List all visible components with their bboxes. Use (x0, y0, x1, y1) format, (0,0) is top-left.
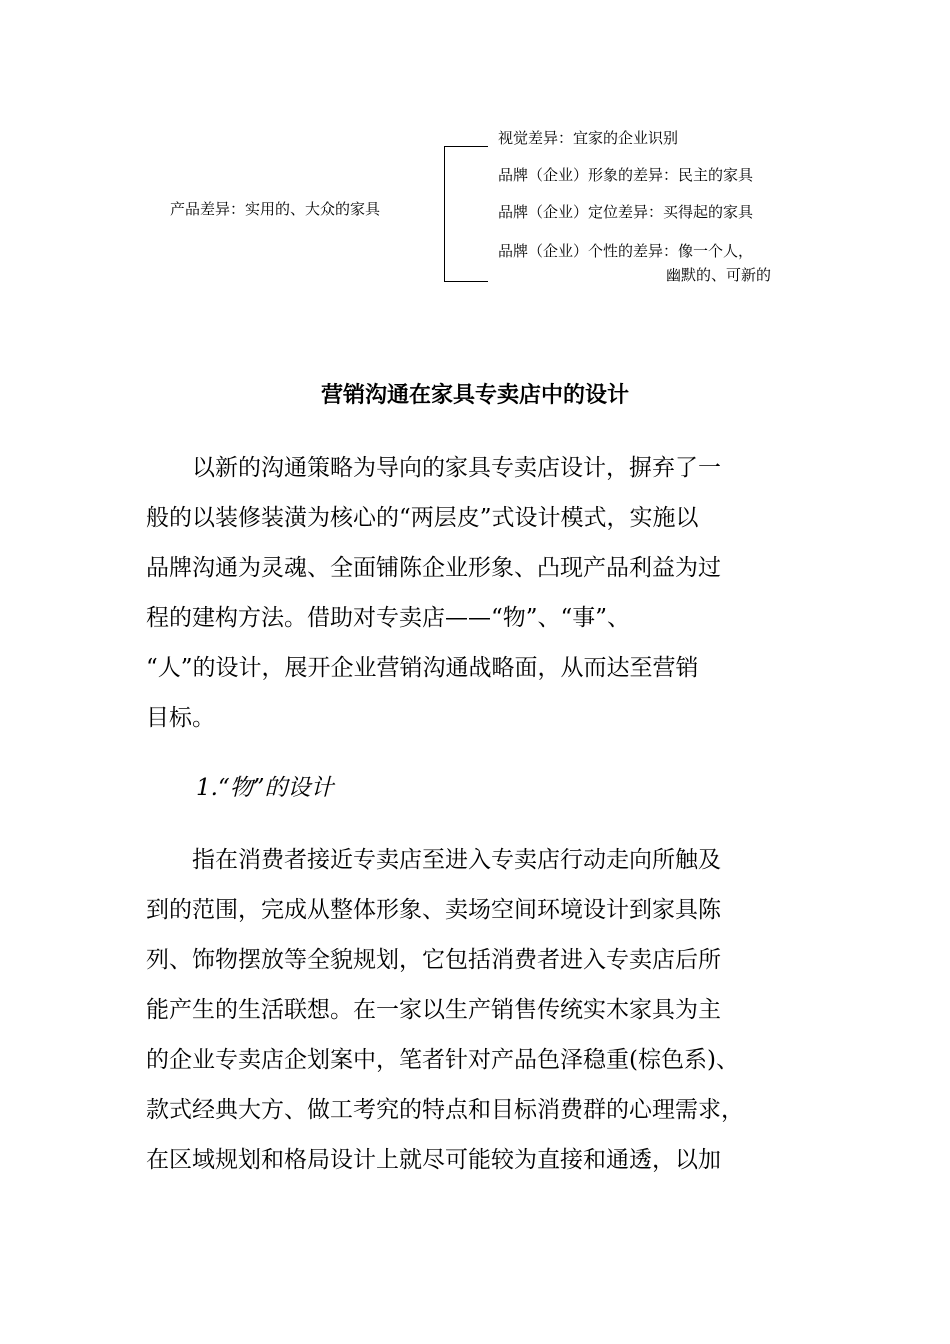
paragraph-intro (146, 443, 796, 743)
paragraph-line: 能产生的生活联想。在一家以生产销售传统实木家具为主 (146, 997, 721, 1023)
paragraph-line: 列、饰物摆放等全貌规划，它包括消费者进入专卖店后所 (146, 947, 721, 973)
paragraph-object-design (146, 835, 796, 1185)
paragraph-line: 指在消费者接近专卖店至进入专卖店行动走向所触及 (146, 847, 721, 873)
paragraph-line: 目标。 (146, 705, 215, 731)
diagram-bracket (444, 146, 488, 282)
diagram-left-label: 产品差异：实用的、大众的家具 (170, 200, 381, 218)
paragraph-line: 以新的沟通策略为导向的家具专卖店设计，摒弃了一 (146, 455, 721, 481)
paragraph-line: 的企业专卖店企划案中，笔者针对产品色泽稳重(棕色系)、 (146, 1047, 739, 1073)
paragraph-line: 程的建构方法。借助对专卖店——“物”、“事”、 (146, 605, 631, 631)
paragraph-line: 品牌沟通为灵魂、全面铺陈企业形象、凸现产品利益为过 (146, 555, 721, 581)
paragraph-line: 般的以装修装潢为核心的“两层皮”式设计模式，实施以 (146, 505, 699, 531)
subsection-heading: 1.“物”的设计 (196, 775, 334, 801)
section-title: 营销沟通在家具专卖店中的设计 (320, 382, 629, 408)
diagram-branch-position: 品牌（企业）定位差异：买得起的家具 (498, 203, 754, 221)
paragraph-line: 款式经典大方、做工考究的特点和目标消费群的心理需求， (146, 1097, 744, 1123)
paragraph-line: 到的范围，完成从整体形象、卖场空间环境设计到家具陈 (146, 897, 721, 923)
diagram-branch-continuation: 幽默的、可新的 (666, 266, 772, 284)
diagram-branch-personality: 品牌（企业）个性的差异：像一个人， (498, 242, 754, 260)
diagram-branch-image: 品牌（企业）形象的差异：民主的家具 (498, 166, 754, 184)
paragraph-line: 在区域规划和格局设计上就尽可能较为直接和通透，以加 (146, 1147, 721, 1173)
paragraph-line: “人”的设计，展开企业营销沟通战略面，从而达至营销 (146, 655, 699, 681)
diagram-branch-visual: 视觉差异：宜家的企业识别 (498, 129, 679, 147)
